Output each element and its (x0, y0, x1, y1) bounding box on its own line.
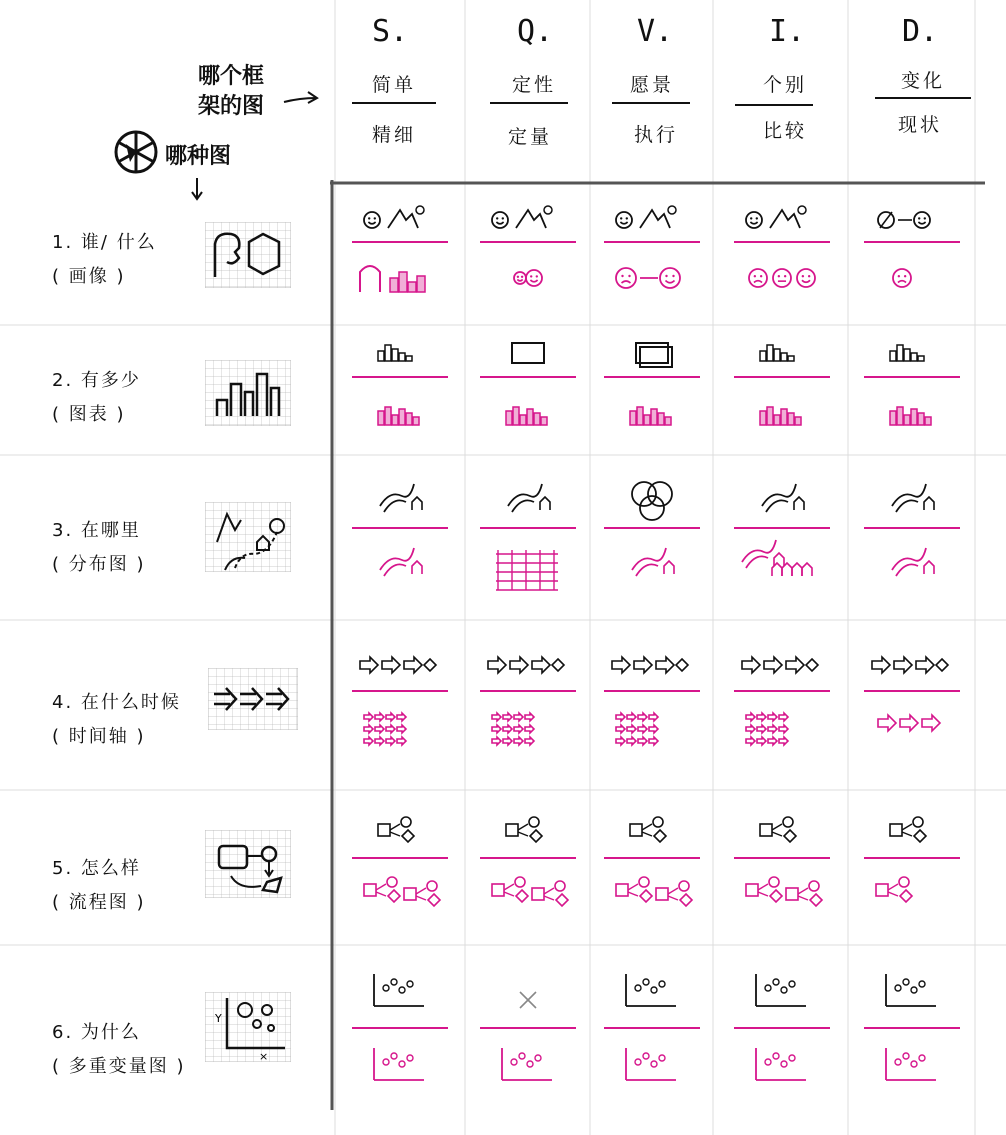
row-subtitle: ( 分布图 ) (52, 554, 146, 576)
svg-text:Y: Y (215, 1012, 222, 1025)
cell-r1-c3 (604, 206, 700, 288)
column-letter-v: V. (636, 14, 674, 49)
row-number: 2. (52, 370, 74, 391)
cell-r3-c2 (480, 484, 576, 590)
cell-r6-c3 (604, 974, 700, 1080)
row-title: 在什么时候 (80, 692, 181, 713)
cell-r2-c3 (604, 343, 700, 425)
cell-r6-c1 (352, 974, 448, 1080)
column-bottom-label: 比较 (762, 120, 807, 142)
cell-r2-c4 (734, 345, 830, 425)
cell-r3-c1 (352, 484, 448, 576)
cell-r2-c5 (864, 345, 960, 425)
svg-text:×: × (259, 1050, 269, 1062)
column-letter-s: S. (371, 14, 409, 49)
row-title: 有多少 (80, 370, 141, 391)
row-title: 为什么 (80, 1022, 141, 1043)
cell-r1-c2 (480, 206, 576, 286)
frame-question-line: 哪个框 (198, 64, 265, 89)
column-top-label: 变化 (900, 70, 945, 92)
cell-r6-c5 (864, 974, 960, 1080)
cell-r3-c5 (864, 484, 960, 576)
cell-r1-c4 (734, 206, 830, 287)
row-subtitle: ( 图表 ) (52, 404, 126, 426)
cell-r5-c5 (864, 817, 960, 902)
row-number: 3. (52, 520, 74, 541)
cell-r1-c5 (864, 212, 960, 287)
cell-r6-c2 (480, 992, 576, 1080)
column-bottom-label: 执行 (633, 124, 678, 146)
column-bottom-label: 现状 (897, 114, 942, 136)
cell-r4-c3 (604, 657, 700, 745)
cell-r3-c3 (604, 482, 700, 576)
column-bottom-label: 定量 (507, 126, 552, 148)
column-top-label: 个别 (762, 74, 807, 96)
row-subtitle: ( 画像 ) (52, 266, 126, 288)
row-number: 4. (52, 692, 74, 713)
cell-r5-c3 (604, 817, 700, 906)
cell-r5-c4 (734, 817, 830, 906)
row-number: 6. (52, 1022, 74, 1043)
row-title: 怎么样 (80, 858, 141, 879)
cell-r4-c5 (864, 657, 960, 731)
column-top-label: 定性 (511, 74, 556, 96)
cell-r1-c1 (352, 206, 448, 292)
frame-question-line: 架的图 (198, 93, 265, 119)
row-subtitle: ( 流程图 ) (52, 892, 146, 914)
column-top-label: 简单 (371, 74, 416, 96)
kind-question: 哪种图 (165, 144, 232, 169)
row-title: 谁/ 什么 (80, 232, 157, 253)
row-number: 5. (52, 858, 74, 879)
column-letter-q: Q. (516, 14, 554, 49)
cell-r5-c1 (352, 817, 448, 906)
cell-r4-c1 (352, 657, 448, 745)
cell-r2-c1 (352, 345, 448, 425)
row-subtitle: ( 时间轴 ) (52, 726, 146, 748)
cell-r5-c2 (480, 817, 576, 906)
row-number: 1. (52, 232, 74, 253)
column-letter-i: I. (768, 14, 806, 49)
cell-r3-c4 (734, 484, 830, 576)
cell-r4-c2 (480, 657, 576, 745)
column-letter-d: D. (901, 14, 939, 49)
column-top-label: 愿景 (629, 74, 674, 96)
cell-r2-c2 (480, 343, 576, 425)
row-title: 在哪里 (80, 520, 141, 541)
column-bottom-label: 精细 (371, 124, 416, 146)
cell-r4-c4 (734, 657, 830, 745)
row-subtitle: ( 多重变量图 ) (52, 1056, 186, 1078)
cell-r6-c4 (734, 974, 830, 1080)
